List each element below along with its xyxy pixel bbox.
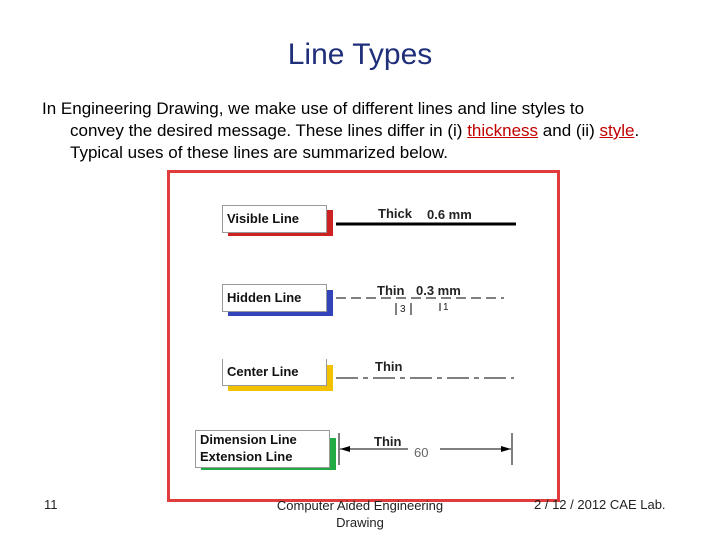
thickness-term: thickness xyxy=(467,121,539,140)
visible-line-weight: Thick xyxy=(378,206,412,221)
visible-line-sample xyxy=(336,217,518,231)
dimension-line-label: Dimension Line xyxy=(200,432,297,447)
intro-text: and (ii) xyxy=(538,121,600,140)
footer-course-line1: Computer Aided Engineering xyxy=(276,498,444,513)
dimension-line-weight: Thin xyxy=(374,434,402,449)
center-line-weight: Thin xyxy=(375,359,403,374)
intro-line-2 xyxy=(42,120,702,142)
hidden-line-size: 0.3 mm xyxy=(416,283,461,298)
intro-text: . xyxy=(634,121,640,140)
hidden-line-weight: Thin xyxy=(377,283,405,298)
hidden-line-sample xyxy=(336,289,506,319)
intro-text: convey the desired message. These lines differ in (i) xyxy=(70,121,468,140)
intro-line-3: Typical uses of these lines are summarized below. xyxy=(70,143,448,162)
visible-line-size: 0.6 mm xyxy=(427,207,472,222)
intro-line-1: In Engineering Drawing, we make use of different lines and line styles to xyxy=(42,99,585,118)
hidden-dash-dim: 3 xyxy=(400,304,406,315)
visible-line-label: Visible Line xyxy=(222,205,327,233)
footer-course-line2: Drawing xyxy=(336,515,384,530)
dimension-line-label-box xyxy=(195,430,330,468)
page-number: 11 xyxy=(44,497,58,512)
extension-line-label: Extension Line xyxy=(200,449,293,464)
dimension-value: 60 xyxy=(414,445,429,460)
dimension-line-sample xyxy=(336,431,518,467)
hidden-gap-dim: 1 xyxy=(443,302,449,313)
footer-course xyxy=(250,497,470,531)
style-term: style xyxy=(599,121,635,140)
intro-paragraph xyxy=(42,98,702,164)
slide-title: Line Types xyxy=(287,38,433,71)
footer-date-lab: 2 / 12 / 2012 CAE Lab. xyxy=(534,497,666,512)
hidden-line-label: Hidden Line xyxy=(222,284,327,312)
center-line-label: Center Line xyxy=(222,359,327,386)
center-line-sample xyxy=(336,371,516,385)
line-types-figure xyxy=(167,170,560,502)
